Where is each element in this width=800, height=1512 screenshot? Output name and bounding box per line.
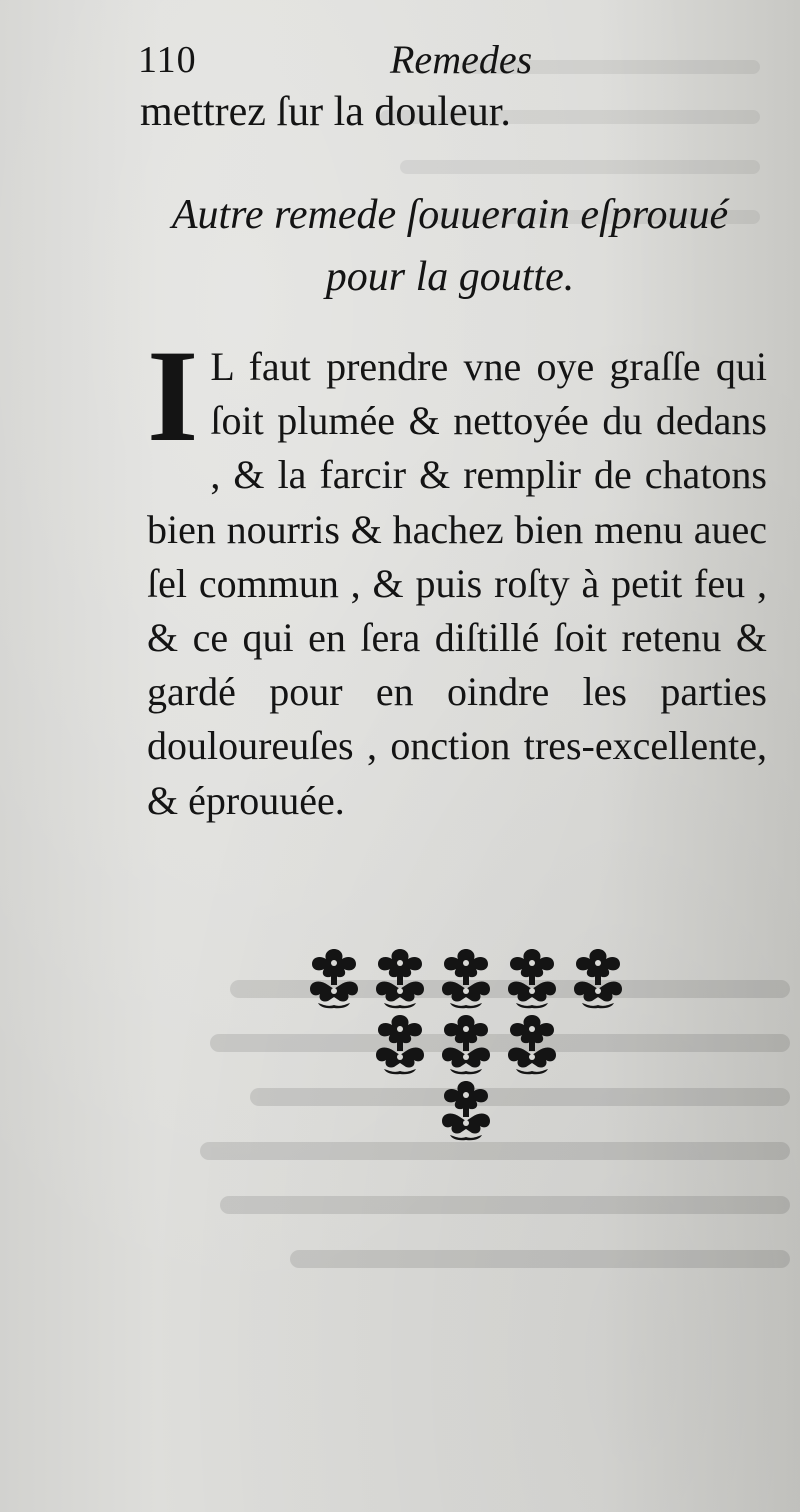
running-title: Remedes [390,37,533,82]
recipe-paragraph [147,322,767,828]
fleuron-icon [376,1015,424,1074]
heading-line-1: Autre remede ſouuerain eſprouué [171,192,729,238]
page-header [138,36,738,86]
fleuron-icon [508,1015,556,1074]
fleuron-cul-de-lampe-icon [296,945,636,1155]
drop-cap: I [147,322,199,469]
fleuron-icon [574,949,622,1008]
page-number: 110 [138,39,197,81]
fleuron-icon [508,949,556,1008]
fleuron-icon [376,949,424,1008]
section-heading [140,184,760,308]
paragraph-text: L faut prendre vne oye graſſe qui ſoit plumée & nettoyée du dedans , & la farcir & remplir de chatons bien nourris & hachez bien menu auec ſel commun , & puis roſty à petit feu , & ce qui en ſera diſtillé ſoit retenu & gardé pour en oindre les parties douloureuſes , onction tres-excellente, & éprouuée. [147,344,767,823]
fleuron-icon [442,1081,490,1140]
continuation-line: mettrez ſur la douleur. [140,89,511,135]
heading-line-2: pour la goutte. [325,254,575,300]
fleuron-icon [310,949,358,1008]
fleuron-icon [442,1015,490,1074]
fleuron-icon [442,949,490,1008]
